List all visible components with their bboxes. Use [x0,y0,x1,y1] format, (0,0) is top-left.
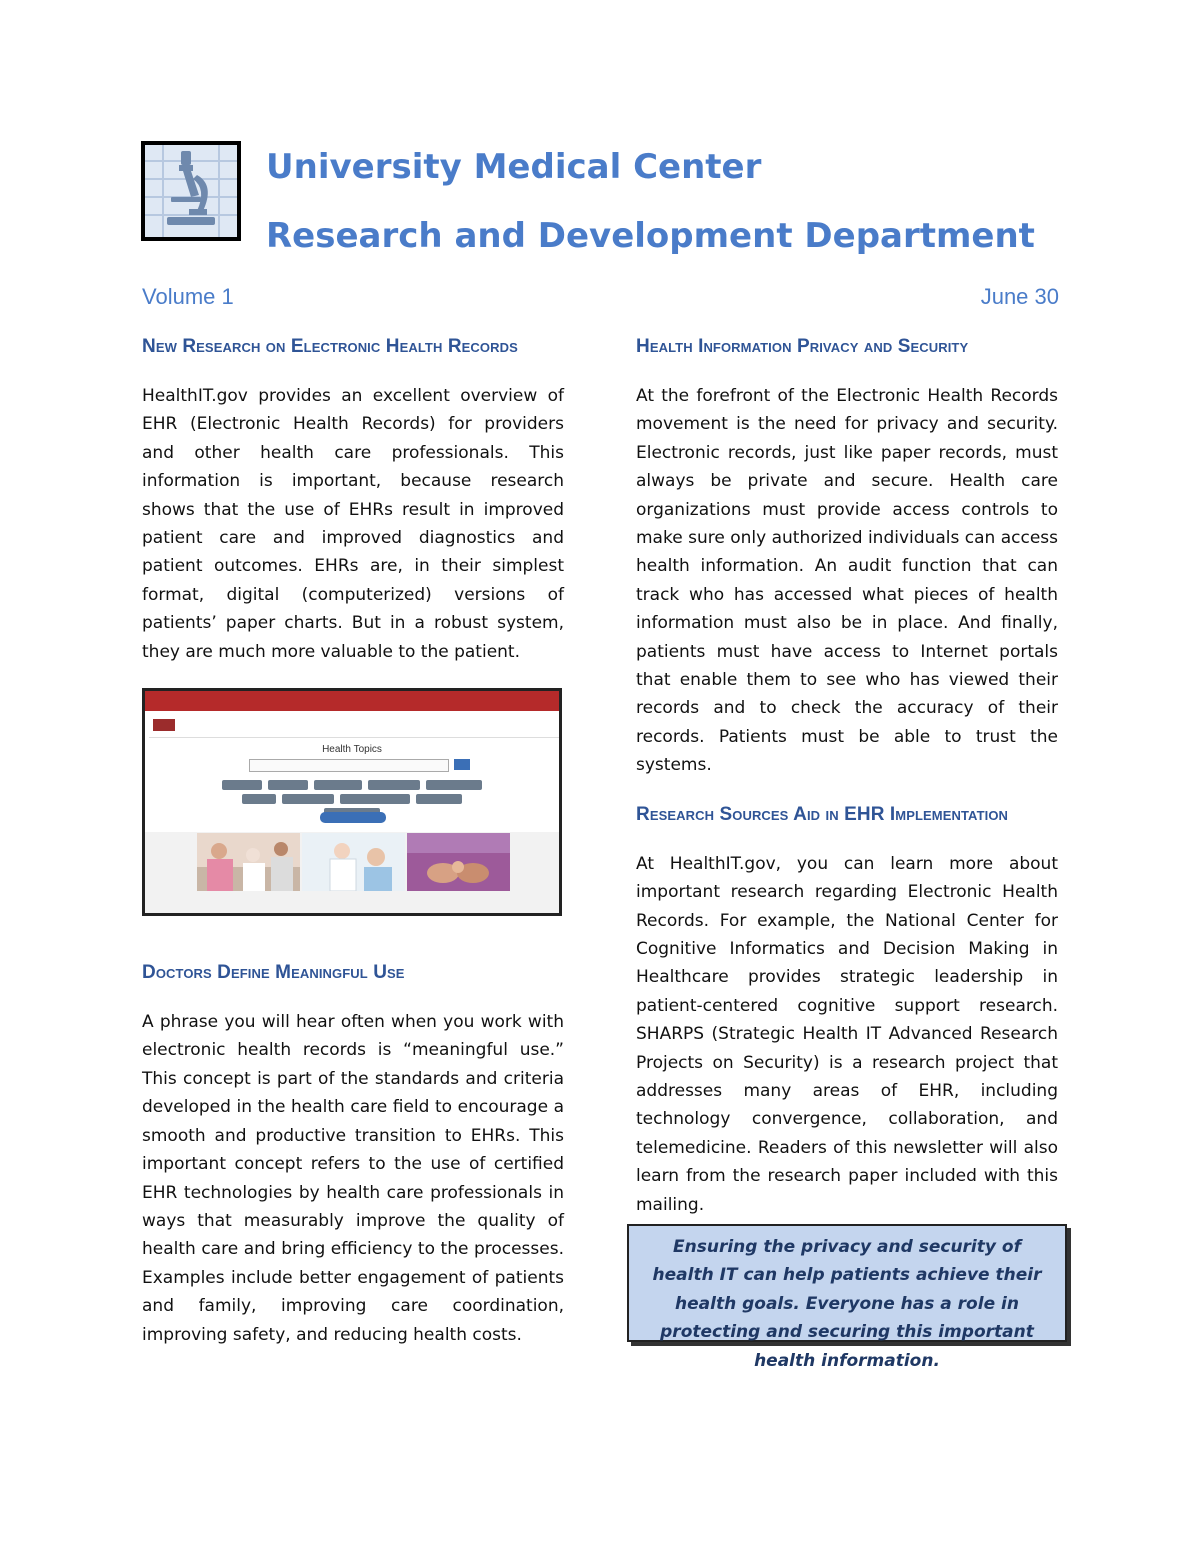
topic-chip [268,780,308,790]
site-page-title: Health Topics [322,744,382,756]
department-title: Research and Development Department [266,216,1035,256]
volume-label: Volume 1 [142,284,234,309]
section-body-meaningful-use: A phrase you will hear often when you work with electronic health records is “meaningful use.” This concept is part of the standards and criteria developed in the health care field to encourage a smooth and productive transition to EHRs. This important concept refers to the use of certified EHR technologies by health care professionals in ways that measurably improve the quality of health care and bring efficiency to the processes. Examples include better engagement of patients and family, improving care coordination, improving safety, and reducing health costs. [142,1012,564,1345]
section-heading-privacy-security: Health Information Privacy and Security [636,336,969,357]
section-body-privacy-security: At the forefront of the Electronic Health Records movement is the need for privacy and security. Electronic records, just like paper records, must always be private and secure. Health care organizations must provide access controls to make sure only authorized individuals can access health information. An audit function that can track who has accessed what pieces of health information must also be in place. And finally, patients must have access to Internet portals that enable them to see who has viewed their records and to check the accuracy of their records. Patients must be able to trust the systems. [636,386,1058,776]
site-nav [149,715,559,738]
issue-date: June 30 [980,284,1059,309]
left-column [142,336,564,1349]
microscope-icon [145,145,237,237]
topic-chip [222,780,262,790]
topic-chip [314,780,362,790]
right-column [636,336,1058,1219]
site-search-box [249,759,449,772]
site-cta-button [320,812,386,823]
topic-chip [242,794,276,804]
site-top-bar [145,691,559,711]
site-logo [153,719,175,731]
callout-text: Ensuring the privacy and security of health IT can help patients achieve their health goals. Everyone has a role in protecting and securing this important health information. [652,1237,1042,1371]
section-body-research-sources: At HealthIT.gov, you can learn more about important research regarding Electronic Health Records. For example, the National Center for Cognitive Informatics and Decision Making in Healthcare provides strategic leadership in patient-centered cognitive support research. SHARPS (Strategic Health IT Advanced Research Projects on Security) is a research project that addresses many areas of EHR, including technology convergence, collaboration, and telemedicine. Readers of this newsletter will also learn from the research paper included with this mailing. [636,853,1058,1215]
topic-chip [282,794,334,804]
topic-chip [340,794,410,804]
topic-chip [368,780,420,790]
topic-chip [416,794,462,804]
callout-box [627,1224,1067,1371]
search-icon [454,759,470,770]
section-body-ehr-research: HealthIT.gov provides an excellent overview of EHR (Electronic Health Records) for providers and other health care professionals. This information is important, because research shows that the use of EHRs result in improved patient care and improved diagnostics and patient outcomes. EHRs are, in their simplest format, digital (computerized) versions of patients’ paper charts. But in a robust system, they are much more valuable to the patient. [142,386,564,662]
section-heading-meaningful-use: Doctors Define Meaningful Use [142,962,405,984]
feature-photo-hands [407,833,510,891]
feature-photo-caregiver [197,833,300,891]
healthit-website-screenshot [142,688,562,916]
logo [141,141,241,241]
newsletter-title: University Medical Center [266,147,762,187]
topic-chip [426,780,482,790]
feature-photo-doctor [302,833,405,891]
section-heading-research-sources: Research Sources Aid in EHR Implementation [636,803,1009,825]
section-heading-ehr-research: New Research on Electronic Health Records [142,336,518,357]
